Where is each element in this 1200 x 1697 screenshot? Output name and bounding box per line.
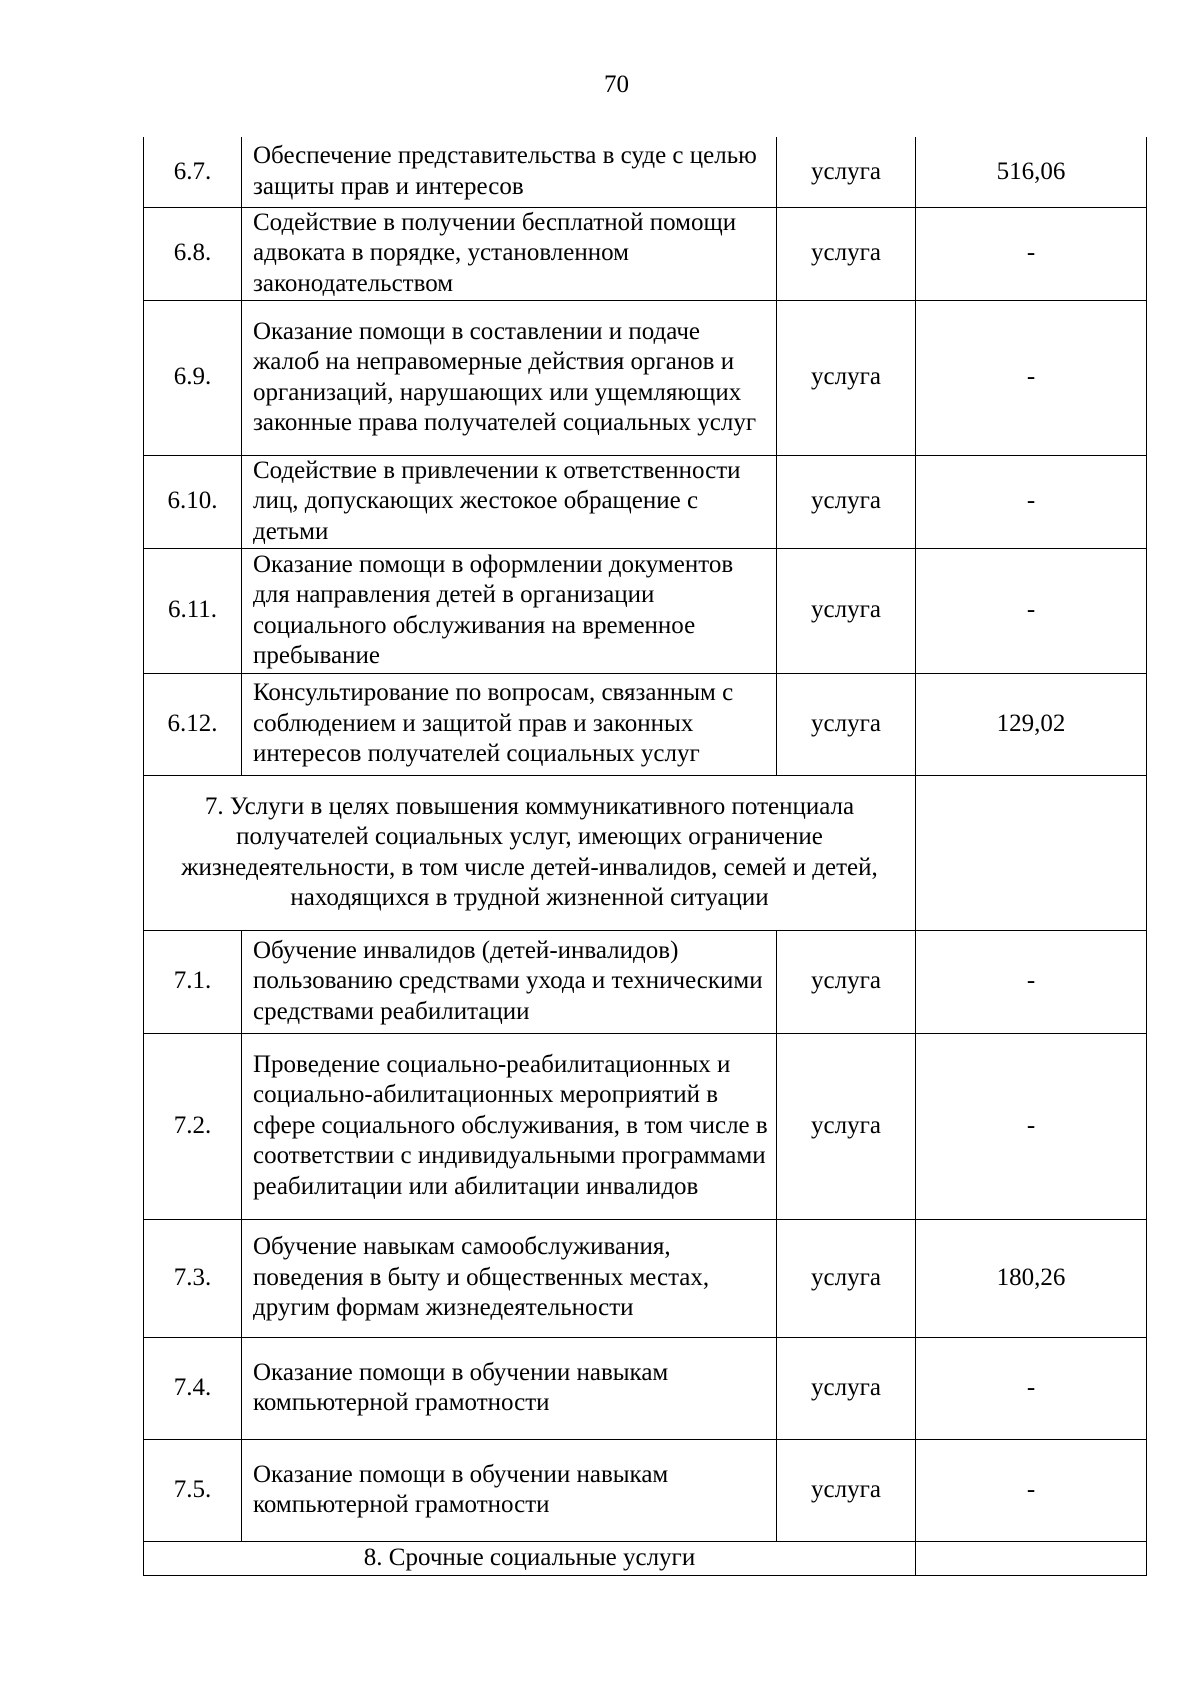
table-row [144, 548, 1147, 673]
row-number: 6.11. [144, 548, 242, 673]
page-number: 70 [604, 71, 629, 98]
table-row [144, 1219, 1147, 1337]
unit-cell: услуга [777, 455, 916, 548]
services-table [143, 137, 1147, 1576]
row-number: 6.10. [144, 455, 242, 548]
row-number: 7.3. [144, 1219, 242, 1337]
unit-cell: услуга [777, 137, 916, 207]
section-price-cell [916, 1541, 1147, 1575]
row-number: 7.5. [144, 1439, 242, 1541]
service-name: Содействие в привлечении к ответственности лиц, допускающих жестокое обращение с детьми [242, 455, 777, 548]
row-number: 6.12. [144, 673, 242, 775]
unit-cell: услуга [777, 1033, 916, 1219]
service-name: Консультирование по вопросам, связанным с соблюдением и защитой прав и законных интересов получателей социальных услуг [242, 673, 777, 775]
services-table-body-6 [144, 137, 1147, 775]
price-cell: 516,06 [916, 137, 1147, 207]
row-number: 6.8. [144, 207, 242, 300]
table-row [144, 207, 1147, 300]
table-row [144, 137, 1147, 207]
table-row [144, 930, 1147, 1033]
row-number: 7.4. [144, 1337, 242, 1439]
price-cell: 129,02 [916, 673, 1147, 775]
table-row [144, 1439, 1147, 1541]
price-cell: - [916, 1033, 1147, 1219]
price-cell: - [916, 1337, 1147, 1439]
service-name: Проведение социально-реабилитационных и социально-абилитационных мероприятий в сфере социального обслуживания, в том числе в соответствии с индивидуальными программами реабилитации или абилитации инвалидов [242, 1033, 777, 1219]
service-name: Оказание помощи в обучении навыкам компьютерной грамотности [242, 1439, 777, 1541]
row-number: 6.7. [144, 137, 242, 207]
table-row [144, 673, 1147, 775]
table-row [144, 455, 1147, 548]
row-number: 6.9. [144, 300, 242, 455]
section-row [144, 1541, 1147, 1575]
price-cell: - [916, 207, 1147, 300]
service-name: Обеспечение представительства в суде с целью защиты прав и интересов [242, 137, 777, 207]
section-row [144, 775, 1147, 930]
row-number: 7.2. [144, 1033, 242, 1219]
unit-cell: услуга [777, 207, 916, 300]
section-price-cell [916, 775, 1147, 930]
service-name: Содействие в получении бесплатной помощи адвоката в порядке, установленном законодательством [242, 207, 777, 300]
price-cell: - [916, 455, 1147, 548]
price-cell: - [916, 930, 1147, 1033]
table-row [144, 1033, 1147, 1219]
price-cell: - [916, 1439, 1147, 1541]
unit-cell: услуга [777, 1219, 916, 1337]
section-title: 7. Услуги в целях повышения коммуникативного потенциала получателей социальных услуг, имеющих ограничение жизнедеятельности, в том числе детей-инвалидов, семей и детей, находящихся в трудной жизненной ситуации [144, 775, 916, 930]
unit-cell: услуга [777, 548, 916, 673]
price-cell: - [916, 300, 1147, 455]
unit-cell: услуга [777, 1439, 916, 1541]
table-row [144, 300, 1147, 455]
section-title: 8. Срочные социальные услуги [144, 1541, 916, 1575]
service-name: Оказание помощи в составлении и подаче жалоб на неправомерные действия органов и организаций, нарушающих или ущемляющих законные права получателей социальных услуг [242, 300, 777, 455]
table-row [144, 1337, 1147, 1439]
price-cell: - [916, 548, 1147, 673]
service-name: Обучение навыкам самообслуживания, поведения в быту и общественных местах, другим формам жизнедеятельности [242, 1219, 777, 1337]
unit-cell: услуга [777, 300, 916, 455]
service-name: Обучение инвалидов (детей-инвалидов) пользованию средствами ухода и техническими средствами реабилитации [242, 930, 777, 1033]
price-cell: 180,26 [916, 1219, 1147, 1337]
service-name: Оказание помощи в обучении навыкам компьютерной грамотности [242, 1337, 777, 1439]
service-name: Оказание помощи в оформлении документов для направления детей в организации социального обслуживания на временное пребывание [242, 548, 777, 673]
unit-cell: услуга [777, 1337, 916, 1439]
unit-cell: услуга [777, 673, 916, 775]
services-table-body-7 [144, 930, 1147, 1541]
row-number: 7.1. [144, 930, 242, 1033]
unit-cell: услуга [777, 930, 916, 1033]
